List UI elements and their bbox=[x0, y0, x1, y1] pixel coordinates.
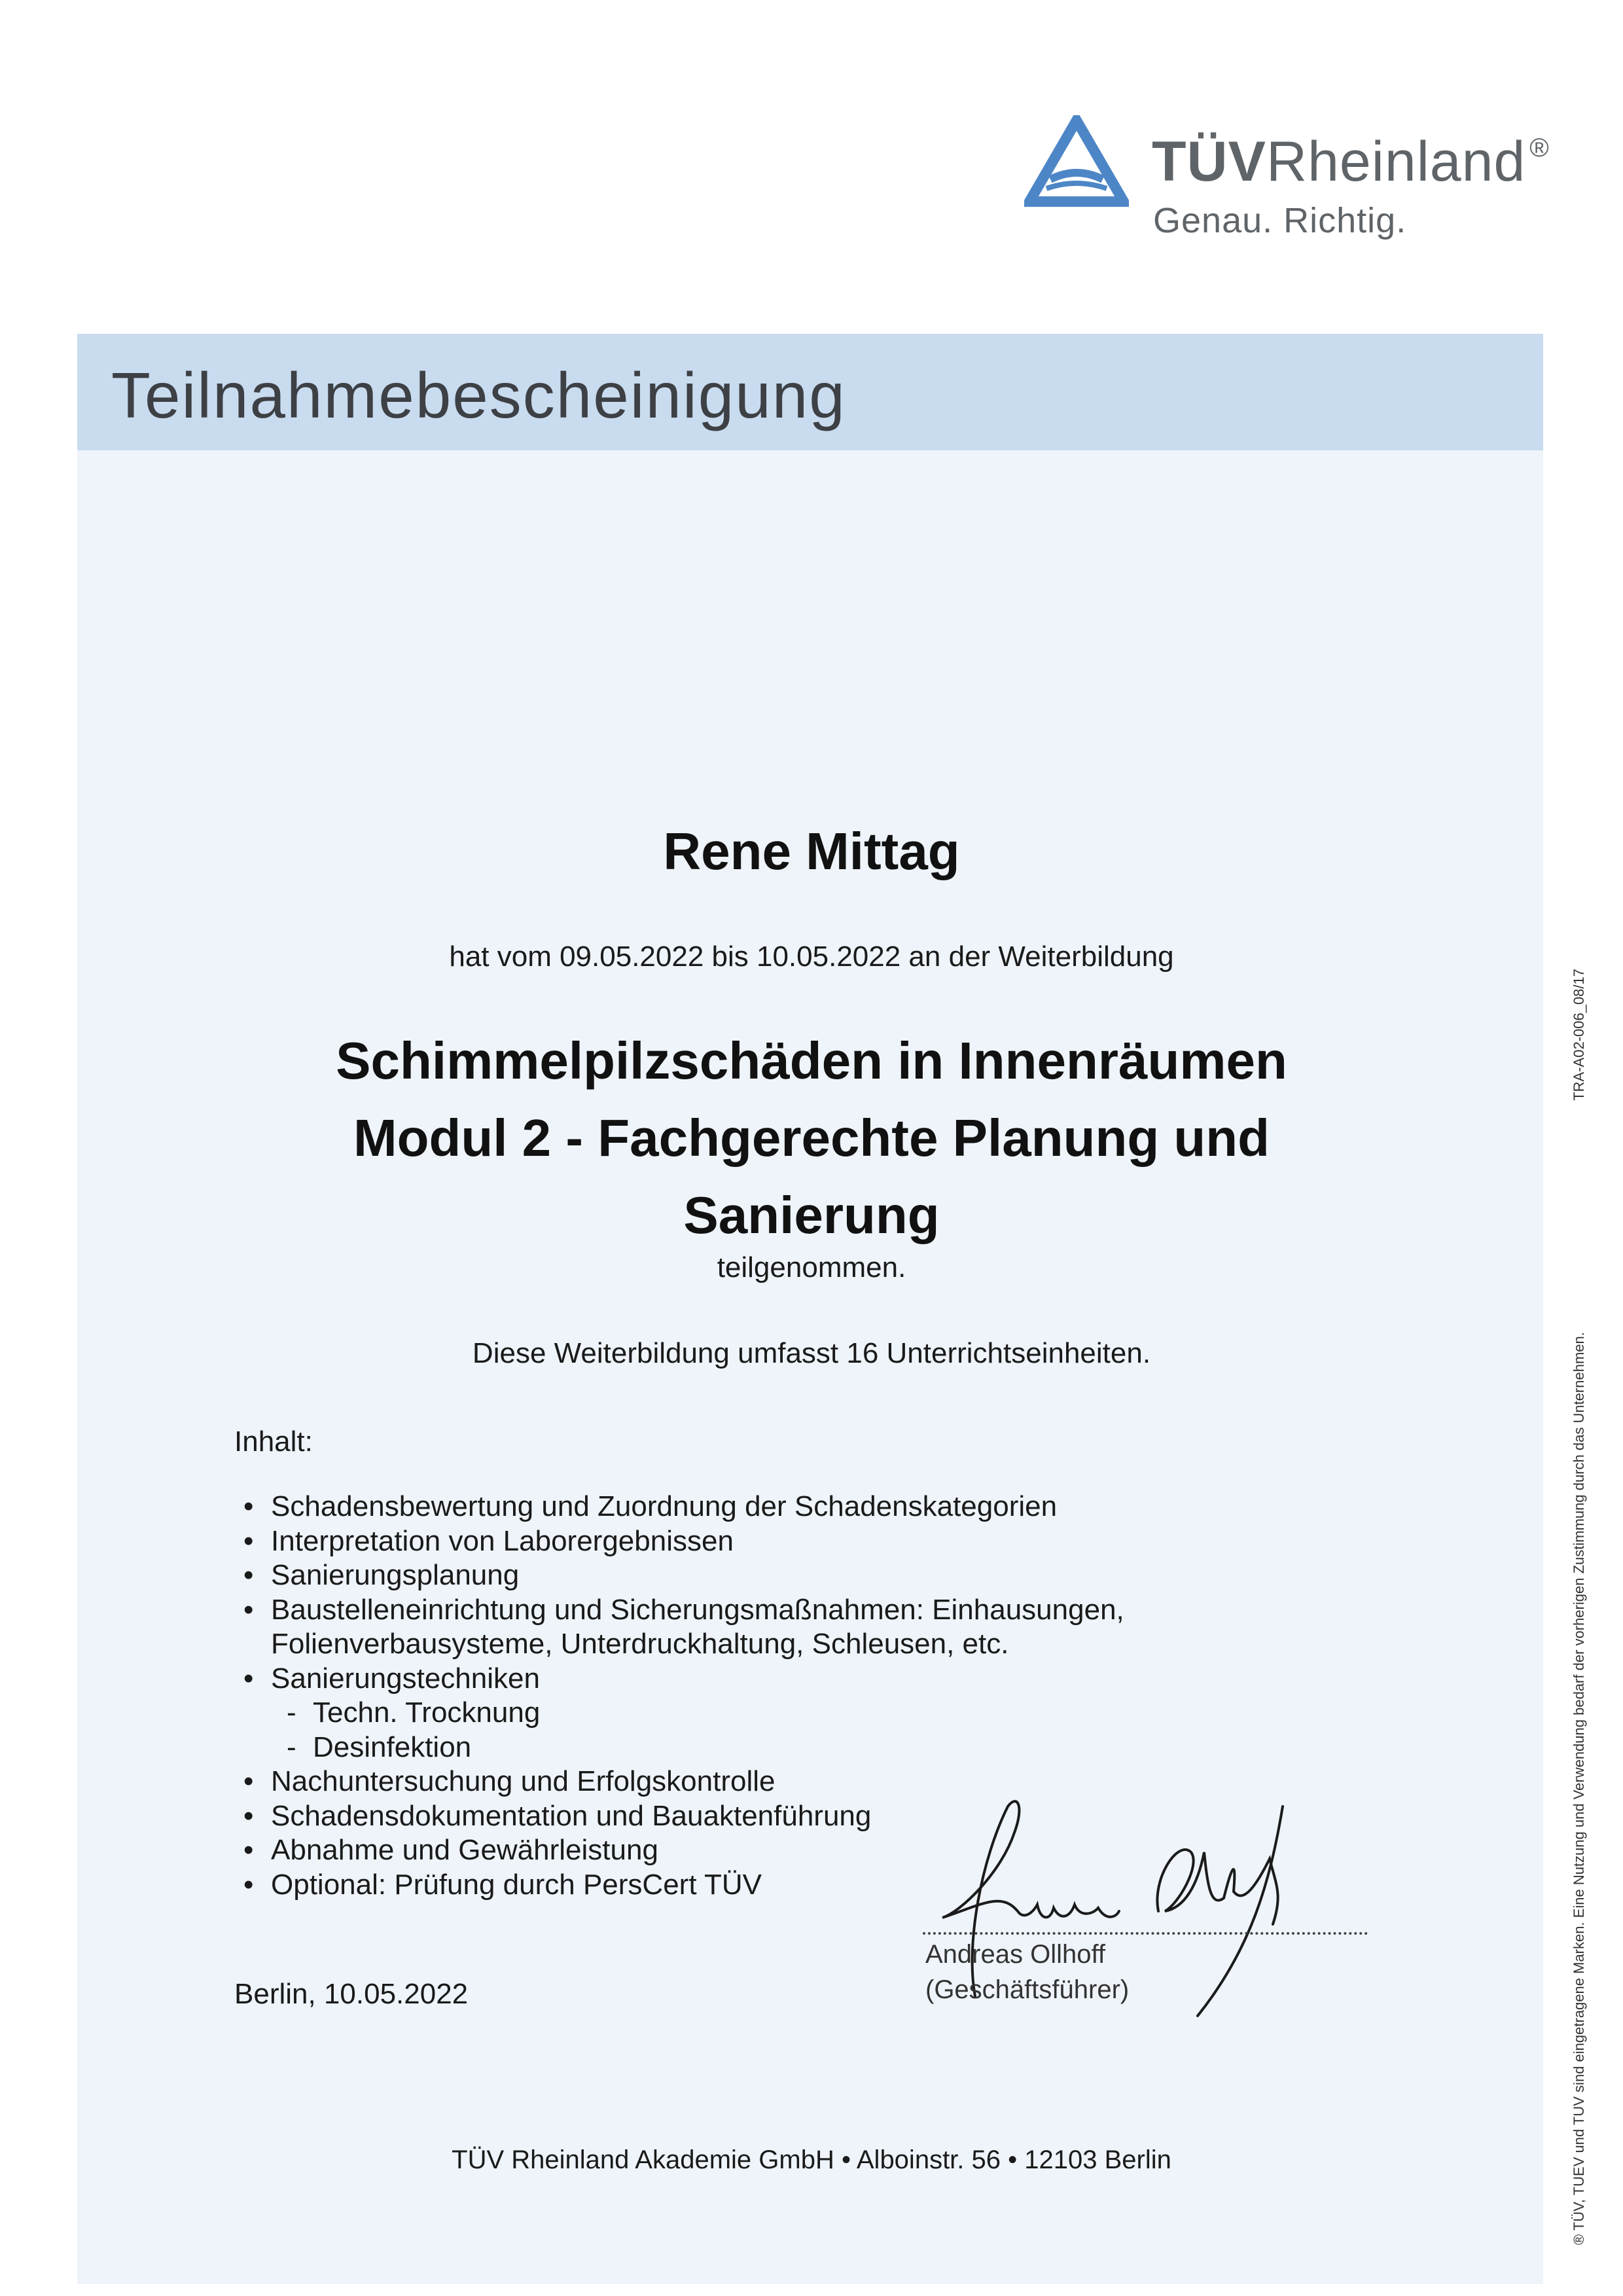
list-item: • Abnahme und Gewährleistung bbox=[243, 1833, 1264, 1868]
list-item: • Schadensbewertung und Zuordnung der Schadenskategorien bbox=[243, 1490, 1264, 1524]
intro-text: hat vom 09.05.2022 bis 10.05.2022 an der Weiterbildung bbox=[449, 941, 1174, 973]
list-item: • Sanierungstechniken bbox=[243, 1662, 1264, 1696]
signature-line bbox=[923, 1932, 1368, 1935]
logo-brand-bold: TÜV bbox=[1152, 130, 1266, 193]
course-title-line2: Modul 2 - Fachgerechte Planung und bbox=[353, 1109, 1270, 1167]
participant-name: Rene Mittag bbox=[663, 822, 960, 880]
participated-text: teilgenommen. bbox=[717, 1251, 906, 1283]
list-item: • Nachuntersuchung und Erfolgskontrolle bbox=[243, 1765, 1264, 1799]
side-note bbox=[1571, 969, 1588, 2245]
tuv-triangle-icon bbox=[1024, 115, 1129, 207]
footer-address: TÜV Rheinland Akademie GmbH • Alboinstr. 56 • 12103 Berlin bbox=[452, 2145, 1171, 2174]
content-label: Inhalt: bbox=[234, 1426, 313, 1458]
logo-brand-rest: Rheinland bbox=[1266, 130, 1526, 193]
course-title-line3: Sanierung bbox=[683, 1186, 940, 1244]
sub-list-item: - Desinfektion bbox=[243, 1731, 1264, 1765]
sub-list-item: - Techn. Trocknung bbox=[243, 1696, 1264, 1731]
place-date: Berlin, 10.05.2022 bbox=[234, 1978, 469, 2010]
list-item-continuation: Folienverbausysteme, Unterdruckhaltung, Schleusen, etc. bbox=[271, 1628, 1009, 1660]
signatory-name: Andreas Ollhoff bbox=[925, 1940, 1105, 1969]
list-item: • Optional: Prüfung durch PersCert TÜV bbox=[243, 1868, 1264, 1903]
list-item: • Interpretation von Laborergebnissen bbox=[243, 1524, 1264, 1559]
logo-tagline: Genau. Richtig. bbox=[1153, 201, 1407, 240]
list-item: • Sanierungsplanung bbox=[243, 1558, 1264, 1593]
signatory-role: (Geschäftsführer) bbox=[925, 1975, 1130, 2004]
side-note-legal: ® TÜV, TUEV und TUV sind eingetragene Marken. Eine Nutzung und Verwendung bedarf der vorherigen Zustimmung durch das Unternehmen. bbox=[1571, 1332, 1587, 2245]
logo-brand bbox=[1152, 130, 1550, 194]
tuv-rheinland-logo bbox=[1024, 110, 1561, 260]
signature-block bbox=[903, 1780, 1374, 2029]
units-text: Diese Weiterbildung umfasst 16 Unterrichtseinheiten. bbox=[472, 1337, 1151, 1369]
title-band bbox=[77, 334, 1543, 450]
document-title: Teilnahmebescheinigung bbox=[111, 359, 846, 431]
course-title bbox=[0, 1022, 1623, 1254]
list-item: • Schadensdokumentation und Bauaktenführung bbox=[243, 1799, 1264, 1834]
side-note-code: TRA-A02-006_08/17 bbox=[1571, 969, 1587, 1101]
course-title-line1: Schimmelpilzschäden in Innenräumen bbox=[336, 1031, 1287, 1090]
registered-mark: ® bbox=[1529, 134, 1550, 162]
list-item: • Baustelleneinrichtung und Sicherungsmaßnahmen: Einhausungen, Folienverbausysteme, Unterdruckhaltung, Schleusen, etc. bbox=[243, 1593, 1264, 1662]
